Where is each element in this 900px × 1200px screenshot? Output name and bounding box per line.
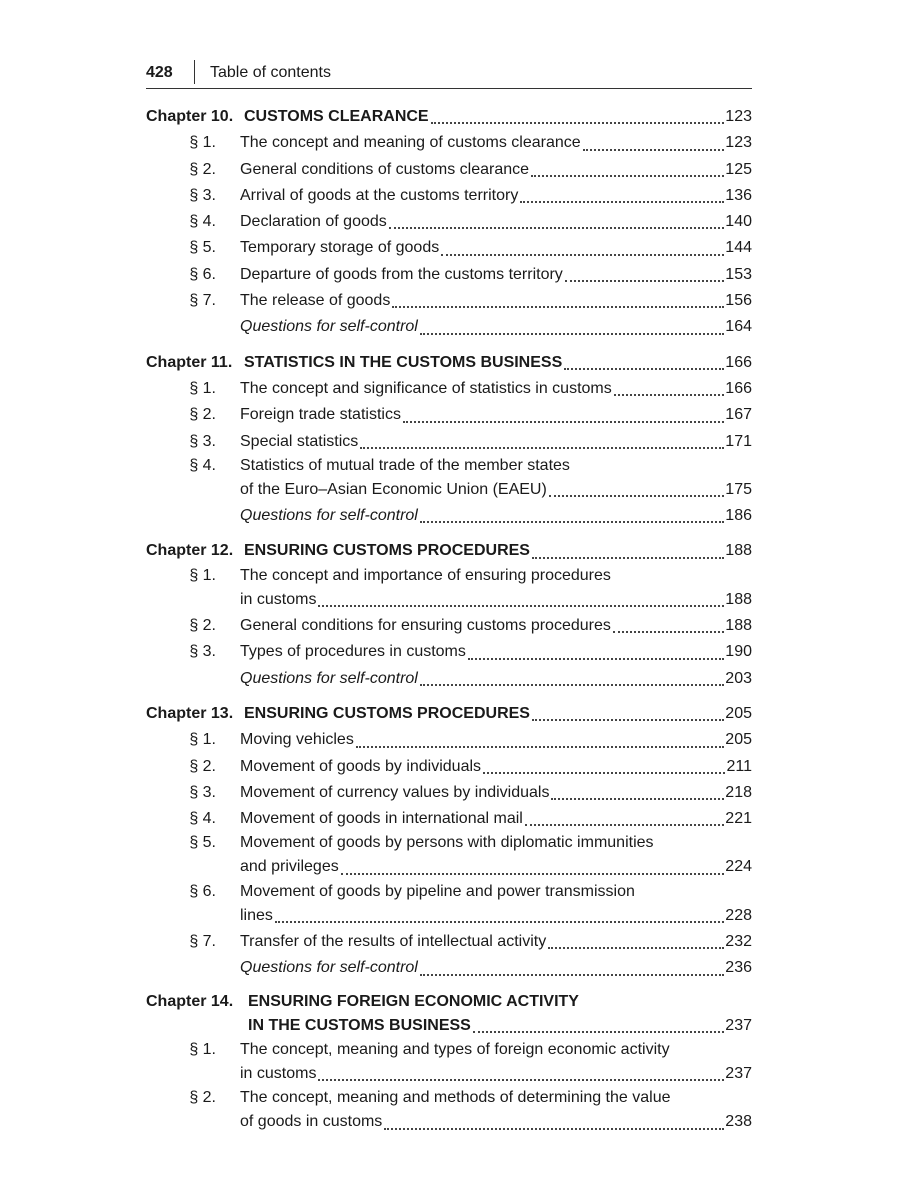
toc-entry[interactable]	[146, 1039, 752, 1061]
toc-entry[interactable]	[146, 288, 752, 314]
page-ref: 211	[726, 757, 752, 775]
section-number: § 4.	[189, 213, 216, 231]
questions-title: Questions for self-control	[240, 318, 418, 336]
section-title-line1: Movement of goods by persons with diplomatic immunities	[240, 834, 654, 852]
toc-entry[interactable]	[146, 780, 752, 806]
section-number: § 6.	[189, 265, 216, 283]
dot-leader	[389, 227, 725, 229]
dot-leader	[360, 447, 724, 449]
dot-leader	[532, 719, 724, 721]
toc-entry[interactable]	[146, 639, 752, 665]
questions-title: Questions for self-control	[240, 669, 418, 687]
page-ref: 221	[725, 810, 752, 828]
chapter-label: Chapter 10.	[146, 108, 234, 125]
page-ref: 140	[725, 213, 752, 231]
chapter-title-line1: ENSURING FOREIGN ECONOMIC ACTIVITY	[248, 992, 579, 1010]
toc-entry-questions[interactable]	[146, 955, 752, 981]
dot-leader	[420, 684, 724, 686]
chapter-12	[146, 538, 752, 691]
chapter-13	[146, 701, 752, 982]
dot-leader	[420, 333, 724, 335]
toc-entry-continuation[interactable]	[146, 1061, 752, 1087]
dot-leader	[532, 557, 724, 559]
section-number: § 5.	[189, 834, 216, 852]
dot-leader	[549, 495, 724, 497]
section-number: § 2.	[189, 160, 216, 178]
page-ref: 224	[725, 858, 752, 876]
section-title: The release of goods	[240, 292, 391, 310]
page-ref: 188	[725, 617, 752, 635]
page-ref: 188	[725, 542, 752, 560]
toc-entry-continuation[interactable]	[146, 1109, 752, 1135]
section-number: § 3.	[189, 643, 216, 661]
toc-entry[interactable]	[146, 754, 752, 780]
toc-entry[interactable]	[146, 183, 752, 209]
section-title-line2: of the Euro–Asian Economic Union (EAEU)	[240, 480, 547, 498]
section-number: § 2.	[189, 1089, 216, 1107]
dot-leader	[318, 1079, 724, 1081]
toc-entry[interactable]	[146, 832, 752, 854]
section-title: Movement of goods in international mail	[240, 810, 523, 828]
chapter-title: CUSTOMS CLEARANCE	[244, 108, 429, 125]
dot-leader	[473, 1031, 724, 1033]
dot-leader	[525, 824, 724, 826]
chapter-14	[146, 991, 752, 1136]
toc-entry-continuation[interactable]	[146, 854, 752, 880]
page-ref: 166	[725, 379, 752, 397]
toc-entry-continuation[interactable]	[146, 903, 752, 929]
dot-leader	[614, 394, 725, 396]
section-title-line2: of goods in customs	[240, 1113, 383, 1131]
chapter-heading-continuation[interactable]	[146, 1013, 752, 1039]
page-ref: 167	[725, 406, 752, 424]
toc-entry[interactable]	[146, 613, 752, 639]
dot-leader	[583, 149, 725, 151]
section-title-line2: in customs	[240, 1064, 317, 1082]
section-number: § 1.	[189, 134, 216, 152]
section-title-line2: and privileges	[240, 858, 339, 876]
chapter-11	[146, 350, 752, 530]
dot-leader	[520, 201, 724, 203]
chapter-label: Chapter 11.	[146, 353, 233, 371]
toc-entry[interactable]	[146, 157, 752, 183]
toc-entry[interactable]	[146, 376, 752, 402]
chapter-label: Chapter 13.	[146, 704, 234, 722]
dot-leader	[420, 974, 724, 976]
dot-leader	[420, 521, 724, 523]
toc-entry-questions[interactable]	[146, 666, 752, 692]
chapter-title: ENSURING CUSTOMS PROCEDURES	[244, 704, 530, 722]
toc-entry[interactable]	[146, 262, 752, 288]
section-number: § 1.	[189, 566, 216, 584]
section-number: § 1.	[189, 731, 216, 749]
chapter-10	[146, 104, 752, 341]
dot-leader	[392, 306, 724, 308]
page-ref: 123	[725, 108, 752, 125]
dot-leader	[548, 947, 724, 949]
section-number: § 1.	[189, 379, 216, 397]
page-ref: 205	[725, 704, 752, 722]
dot-leader	[318, 605, 724, 607]
section-title: Movement of currency values by individuals	[240, 783, 550, 801]
dot-leader	[441, 254, 724, 256]
page-ref: 228	[725, 906, 752, 924]
section-number: § 7.	[189, 933, 216, 951]
toc-entry[interactable]	[146, 235, 752, 261]
section-title: General conditions of customs clearance	[240, 160, 530, 178]
questions-title: Questions for self-control	[240, 507, 418, 525]
chapter-title-line2: IN THE CUSTOMS BUSINESS	[248, 1016, 471, 1034]
section-number: § 3.	[189, 432, 216, 450]
page-number: 428	[146, 64, 173, 81]
page-ref: 153	[725, 265, 752, 283]
section-number: § 7.	[189, 292, 216, 310]
toc-entry[interactable]	[146, 455, 752, 477]
toc-entry-questions[interactable]	[146, 314, 752, 340]
running-title: Table of contents	[210, 64, 331, 81]
chapter-heading[interactable]	[146, 350, 752, 376]
chapter-title: ENSURING CUSTOMS PROCEDURES	[244, 542, 530, 560]
chapter-heading[interactable]	[146, 701, 752, 727]
page-ref: 166	[725, 353, 752, 371]
section-title: Departure of goods from the customs territory	[240, 265, 563, 283]
page-ref: 186	[725, 507, 752, 525]
section-title: Declaration of goods	[240, 213, 387, 231]
section-title-line1: Statistics of mutual trade of the member states	[240, 456, 570, 474]
section-number: § 4.	[189, 810, 216, 828]
chapter-heading[interactable]	[146, 538, 752, 564]
dot-leader	[565, 280, 725, 282]
toc-entry[interactable]	[146, 881, 752, 903]
dot-leader	[384, 1128, 724, 1130]
chapter-heading[interactable]	[146, 104, 752, 130]
section-number: § 4.	[189, 456, 216, 474]
dot-leader	[403, 421, 724, 423]
page-ref: 203	[725, 669, 752, 687]
dot-leader	[551, 798, 724, 800]
dot-leader	[275, 921, 724, 923]
section-number: § 2.	[189, 617, 216, 635]
dot-leader	[531, 175, 724, 177]
page-ref: 125	[725, 160, 752, 178]
chapter-title: STATISTICS IN THE CUSTOMS BUSINESS	[244, 353, 563, 371]
toc-entry[interactable]	[146, 565, 752, 587]
section-title: Moving vehicles	[240, 731, 354, 749]
section-title-line1: Movement of goods by pipeline and power transmission	[240, 882, 635, 900]
section-title: General conditions for ensuring customs procedures	[240, 617, 611, 635]
section-number: § 6.	[189, 882, 216, 900]
section-title: The concept and significance of statistics in customs	[240, 379, 612, 397]
section-title: Temporary storage of goods	[240, 239, 440, 257]
chapter-label: Chapter 12.	[146, 542, 234, 560]
toc-entry[interactable]	[146, 929, 752, 955]
page-ref: 136	[725, 186, 752, 204]
page-ref: 144	[725, 239, 752, 257]
section-number: § 2.	[189, 406, 216, 424]
dot-leader	[431, 122, 725, 124]
section-title: Special statistics	[240, 432, 359, 450]
toc-entry-continuation[interactable]	[146, 477, 752, 503]
section-number: § 2.	[189, 757, 216, 775]
page-ref: 190	[725, 643, 752, 661]
section-number: § 3.	[189, 783, 216, 801]
toc-entry[interactable]	[146, 402, 752, 428]
page-ref: 175	[725, 480, 752, 498]
page-ref: 238	[725, 1113, 752, 1131]
toc-entry[interactable]	[146, 727, 752, 753]
page-ref: 123	[725, 134, 752, 152]
dot-leader	[613, 631, 724, 633]
page-header	[146, 60, 752, 89]
page-ref: 237	[725, 1016, 752, 1034]
section-title-line2: in customs	[240, 590, 317, 608]
page-ref: 232	[725, 933, 752, 951]
section-title: Types of procedures in customs	[240, 643, 466, 661]
chapter-label: Chapter 14.	[146, 992, 234, 1010]
toc-entry-continuation[interactable]	[146, 587, 752, 613]
page-ref: 218	[725, 783, 752, 801]
questions-title: Questions for self-control	[240, 959, 418, 977]
dot-leader	[564, 368, 724, 370]
dot-leader	[468, 658, 724, 660]
section-number: § 3.	[189, 186, 216, 204]
toc-entry-questions[interactable]	[146, 503, 752, 529]
table-of-contents	[146, 104, 752, 1145]
section-title: Arrival of goods at the customs territory	[240, 186, 519, 204]
page-ref: 156	[725, 292, 752, 310]
toc-entry[interactable]	[146, 1087, 752, 1109]
dot-leader	[483, 772, 725, 774]
section-title: Movement of goods by individuals	[240, 757, 482, 775]
toc-entry[interactable]	[146, 130, 752, 156]
section-number: § 1.	[189, 1040, 216, 1058]
page-ref: 164	[725, 318, 752, 336]
chapter-heading[interactable]	[146, 991, 752, 1013]
section-title-line1: The concept, meaning and methods of determining the value	[240, 1089, 671, 1107]
section-title-line1: The concept and importance of ensuring procedures	[240, 566, 611, 584]
section-title-line2: lines	[240, 906, 273, 924]
page-ref: 236	[725, 959, 752, 977]
section-title: The concept and meaning of customs clearance	[240, 134, 581, 152]
section-title: Transfer of the results of intellectual activity	[240, 933, 547, 951]
dot-leader	[341, 873, 725, 875]
page-ref: 188	[725, 590, 752, 608]
header-separator	[194, 60, 195, 84]
section-title-line1: The concept, meaning and types of foreign economic activity	[240, 1040, 670, 1058]
section-title: Foreign trade statistics	[240, 406, 401, 424]
toc-entry[interactable]	[146, 806, 752, 832]
page-ref: 171	[725, 432, 752, 450]
dot-leader	[356, 746, 724, 748]
page-ref: 237	[725, 1064, 752, 1082]
page-ref: 205	[725, 731, 752, 749]
section-number: § 5.	[189, 239, 216, 257]
toc-entry[interactable]	[146, 209, 752, 235]
toc-entry[interactable]	[146, 429, 752, 455]
